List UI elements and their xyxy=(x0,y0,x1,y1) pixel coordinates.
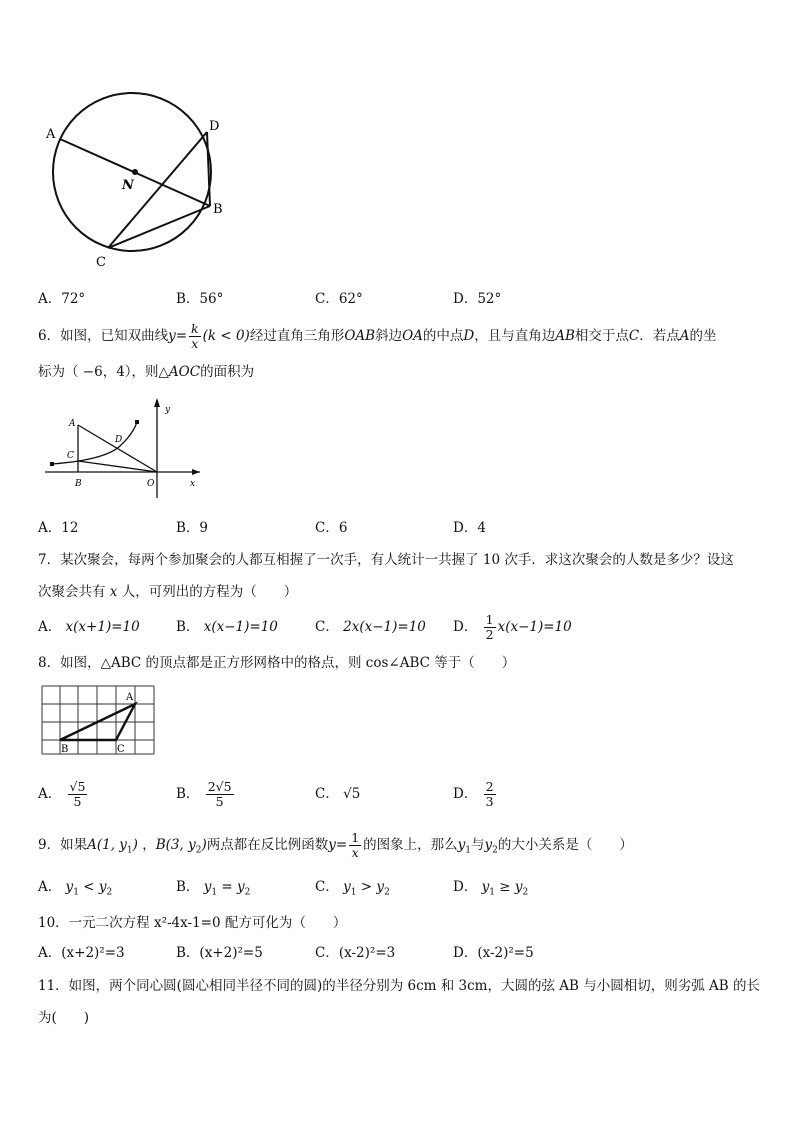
relation: < xyxy=(78,879,99,895)
point-a: A(1, y xyxy=(87,837,127,853)
option-label: C． xyxy=(315,786,339,802)
q9-option-c[interactable] xyxy=(315,877,390,903)
q7-stem-line2 xyxy=(38,582,297,602)
option-text: 56° xyxy=(199,291,224,307)
label-d: D xyxy=(209,119,220,134)
var-y: y xyxy=(98,879,107,895)
segment-co xyxy=(78,461,157,472)
label-o: O xyxy=(147,479,155,489)
option-label: B． xyxy=(176,520,200,536)
option-text: (x-2)²=5 xyxy=(477,945,534,961)
q7-option-b[interactable] xyxy=(176,617,278,637)
q8-option-b[interactable] xyxy=(176,776,236,812)
option-text: x(x−1)=10 xyxy=(203,619,278,635)
option-label: D． xyxy=(453,786,478,802)
q11-stem-line2: 为( ) xyxy=(38,1010,90,1026)
fraction-2-over-3 xyxy=(484,780,496,809)
option-label: B． xyxy=(176,879,200,895)
option-text: 4 xyxy=(477,520,486,536)
denominator: 2 xyxy=(485,627,494,642)
q6-option-d[interactable] xyxy=(453,518,486,538)
y-arrow xyxy=(154,398,160,407)
center-point xyxy=(132,169,138,175)
q6-option-c[interactable] xyxy=(315,518,347,538)
q5-option-a[interactable] xyxy=(38,289,85,309)
label-d: D xyxy=(115,435,123,445)
subscript: 1 xyxy=(126,845,133,856)
subscript: 2 xyxy=(492,845,498,856)
numerator: √5 xyxy=(69,779,86,794)
numerator: 2√5 xyxy=(207,779,232,794)
q10-option-b[interactable] xyxy=(176,943,263,963)
q6-option-b[interactable] xyxy=(176,518,208,538)
label-b: B xyxy=(213,202,223,217)
text: 标为（ −6，4），则△ xyxy=(38,364,169,380)
label-c: C xyxy=(96,255,106,270)
var-y: y xyxy=(237,879,245,895)
q10-option-d[interactable] xyxy=(453,943,534,963)
option-label: A． xyxy=(38,879,62,895)
q10-stem: 10．一元二次方程 x²-4x-1=0 配方可化为（ ） xyxy=(38,915,347,931)
numerator: 2 xyxy=(485,779,494,794)
var-y: y xyxy=(481,879,490,895)
option-text: 72° xyxy=(61,291,86,307)
var: D xyxy=(463,328,475,344)
var-x: x xyxy=(109,584,118,600)
text: 相交于点 xyxy=(574,328,629,344)
text: 两点都在反比例函数 xyxy=(206,837,329,853)
subscript: 1 xyxy=(350,887,357,898)
option-label: C． xyxy=(315,619,339,635)
text: 的中点 xyxy=(422,328,464,344)
var-y: y xyxy=(457,837,466,853)
text: 经过直角三角形 xyxy=(249,328,345,344)
option-label: B． xyxy=(176,619,200,635)
option-label: D． xyxy=(453,619,478,635)
var-y: y xyxy=(343,879,351,895)
q11-stem-line1: 11．如图，两个同心圆(圆心相同半径不同的圆)的半径分别为 6cm 和 3cm，大圆的弦 AB 与小圆相切，则劣弧 AB 的长 xyxy=(38,978,760,994)
hyperbola-figure xyxy=(40,393,210,498)
option-text: 6 xyxy=(338,520,348,536)
option-label: A． xyxy=(38,945,62,961)
var-y: y xyxy=(484,837,493,853)
label-c: C xyxy=(117,744,125,755)
fraction-1-over-x xyxy=(349,831,361,860)
q8-option-d[interactable] xyxy=(453,776,498,812)
text: 的坐 xyxy=(689,328,717,344)
label-x: x xyxy=(190,479,196,489)
q5-option-d[interactable] xyxy=(453,289,501,309)
chord-cb xyxy=(108,206,210,248)
option-text: x(x+1)=10 xyxy=(65,619,140,635)
option-label: C． xyxy=(315,520,339,536)
option-label: D． xyxy=(453,291,478,307)
text: 的图象上，那么 xyxy=(363,837,458,853)
equals: = xyxy=(335,837,348,853)
option-text: (x+2)²=3 xyxy=(61,945,125,961)
fraction-k-over-x xyxy=(189,322,201,351)
text: 与 xyxy=(471,837,485,853)
subscript: 1 xyxy=(211,887,218,898)
relation: ≥ xyxy=(495,879,515,895)
q9-option-b[interactable] xyxy=(176,877,250,903)
option-label: B． xyxy=(176,291,200,307)
option-text: 2x(x−1)=10 xyxy=(343,619,426,635)
option-label: C． xyxy=(315,945,339,961)
option-text: 62° xyxy=(338,291,363,307)
text: ．若点 xyxy=(639,328,680,344)
circle-figure xyxy=(40,80,240,270)
q8-stem: 8．如图，△ABC 的顶点都是正方形网格中的格点，则 cos∠ABC 等于（ ） xyxy=(38,655,516,671)
option-text: √5 xyxy=(343,786,361,802)
option-text: (x+2)²=5 xyxy=(199,945,263,961)
q10-option-a[interactable] xyxy=(38,943,125,963)
denominator: 5 xyxy=(215,794,224,809)
hyperbola-curve xyxy=(52,422,137,464)
subscript: 2 xyxy=(384,887,390,898)
label-c: C xyxy=(67,451,74,461)
text: 斜边 xyxy=(375,328,403,344)
q7-option-c[interactable] xyxy=(315,617,426,637)
text: 的面积为 xyxy=(200,364,255,380)
curve-end-right xyxy=(135,420,139,424)
option-label: B． xyxy=(176,786,200,802)
var: OAB xyxy=(344,328,376,344)
relation: = xyxy=(217,879,237,895)
option-label: D． xyxy=(453,879,478,895)
option-label: A． xyxy=(38,619,62,635)
q8-option-c[interactable] xyxy=(315,776,360,812)
equals: = xyxy=(175,328,188,344)
condition: (k < 0) xyxy=(202,328,250,344)
denominator: x xyxy=(191,336,199,351)
q10-option-c[interactable] xyxy=(315,943,395,963)
label-b: B xyxy=(61,744,69,755)
option-text: x(x−1)=10 xyxy=(497,619,572,635)
var-y: y xyxy=(328,837,336,853)
fraction-2sqrt5-over-5 xyxy=(206,780,234,809)
subscript: 1 xyxy=(489,887,495,898)
text: ， xyxy=(142,837,156,853)
fraction-sqrt5-over-5 xyxy=(68,780,88,809)
option-text: 9 xyxy=(199,520,209,536)
point-b: B(3, y xyxy=(155,837,196,853)
option-text: (x-2)²=3 xyxy=(338,945,396,961)
subscript: 1 xyxy=(73,887,79,898)
paren: ) xyxy=(132,837,138,853)
text: 人，可列出的方程为（ ） xyxy=(121,584,298,600)
option-label: B． xyxy=(176,945,200,961)
option-label: A． xyxy=(38,786,62,802)
var-y: y xyxy=(65,879,74,895)
text: 9．如果 xyxy=(38,837,88,853)
q9-stem xyxy=(38,830,633,866)
subscript: 2 xyxy=(522,887,529,898)
text: ，且与直角边 xyxy=(474,328,556,344)
option-label: C． xyxy=(315,879,339,895)
var-y: y xyxy=(514,879,523,895)
var-y: y xyxy=(376,879,385,895)
option-label: A． xyxy=(38,520,62,536)
var-y: y xyxy=(168,328,176,344)
var: A xyxy=(679,328,690,344)
label-a: A xyxy=(69,419,76,429)
denominator: 5 xyxy=(73,794,82,809)
q9-option-d[interactable] xyxy=(453,877,528,903)
option-label: C． xyxy=(315,291,339,307)
subscript: 2 xyxy=(106,887,113,898)
denominator: x xyxy=(351,845,359,860)
numerator: k xyxy=(191,321,199,336)
numerator: 1 xyxy=(351,830,360,845)
subscript: 2 xyxy=(244,887,251,898)
q9-option-a[interactable] xyxy=(38,877,112,903)
grid-lines xyxy=(42,686,154,754)
paren: ) xyxy=(201,837,207,853)
option-text: 12 xyxy=(61,520,79,536)
q7-stem-line1: 7．某次聚会，每两个参加聚会的人都互相握了一次手，有人统计一共握了 10 次手．求这次聚会的人数是多少？设这 xyxy=(38,552,734,568)
curve-end-left xyxy=(50,462,54,466)
q6-stem-line1 xyxy=(38,322,717,351)
text: 次聚会共有 xyxy=(38,584,106,600)
option-label: D． xyxy=(453,520,478,536)
denominator: 3 xyxy=(485,794,494,809)
fraction-one-half xyxy=(484,613,496,642)
q6-option-a[interactable] xyxy=(38,518,78,538)
q5-option-c[interactable] xyxy=(315,289,363,309)
relation: > xyxy=(356,879,377,895)
option-label: A． xyxy=(38,291,62,307)
q5-option-b[interactable] xyxy=(176,289,223,309)
label-a: A xyxy=(46,127,56,142)
label-b: B xyxy=(75,479,82,489)
q7-option-a[interactable] xyxy=(38,617,140,637)
label-a: A xyxy=(126,692,134,703)
var: AB xyxy=(555,328,575,344)
q6-stem-line2 xyxy=(38,362,254,382)
option-text: 52° xyxy=(477,291,502,307)
var-y: y xyxy=(203,879,212,895)
text: 6．如图，已知双曲线 xyxy=(38,328,169,344)
x-arrow xyxy=(192,469,200,475)
option-label: D． xyxy=(453,945,478,961)
subscript: 2 xyxy=(195,845,202,856)
text: 的大小关系是（ ） xyxy=(497,837,633,853)
q8-option-a[interactable] xyxy=(38,776,89,812)
var: OA xyxy=(402,328,423,344)
label-y: y xyxy=(165,405,171,415)
numerator: 1 xyxy=(485,612,494,627)
var: AOC xyxy=(168,364,201,380)
grid-figure xyxy=(40,684,155,756)
q7-option-d[interactable] xyxy=(453,610,572,644)
label-n: N xyxy=(122,178,134,193)
subscript: 1 xyxy=(465,845,472,856)
var: C xyxy=(628,328,640,344)
